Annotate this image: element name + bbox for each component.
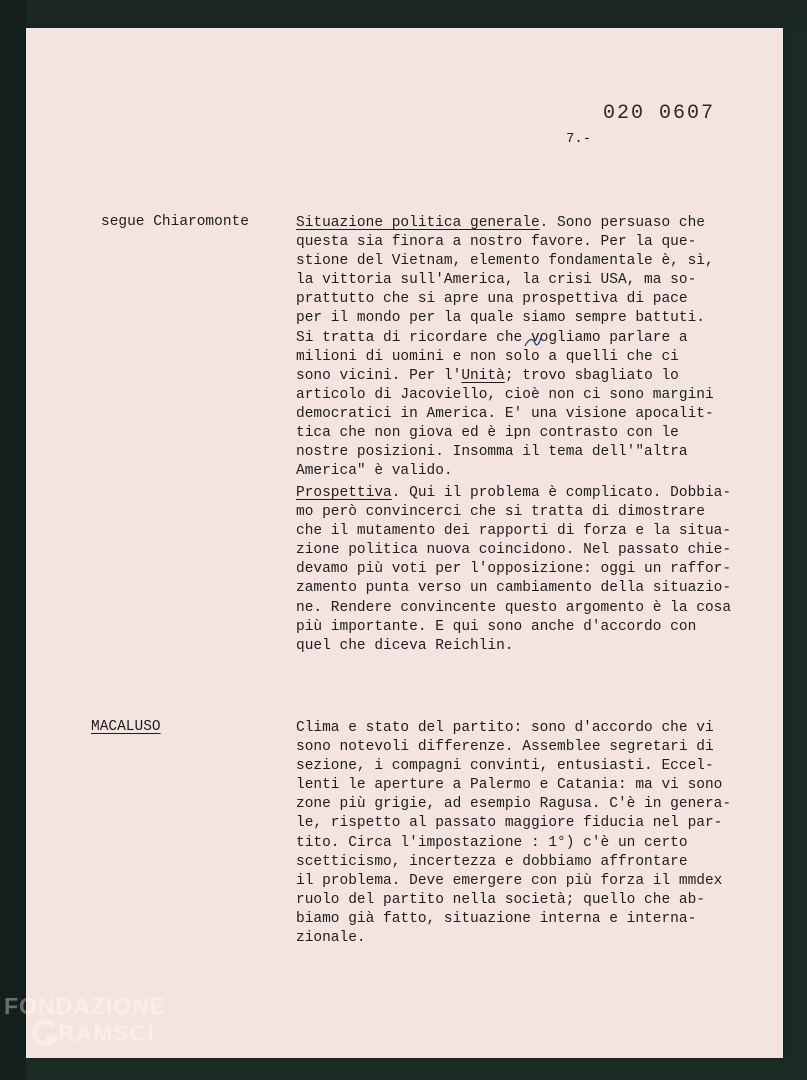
speaker-chiaromonte: segue Chiaromonte — [101, 214, 249, 230]
text-line: Prospettiva. Qui il problema è complicato. Dobbia- — [296, 485, 732, 501]
watermark-fondazione: FONDAZIONE — [4, 993, 167, 1019]
paragraph-clima — [296, 719, 766, 948]
text-line: zamento punta verso un cambiamento della situazio- — [296, 580, 732, 597]
text-line: Clima e stato del partito: sono d'accordo che vi — [296, 720, 714, 736]
text-line: stione del Vietnam, elemento fondamentale è, sì, — [296, 253, 714, 270]
speaker-macaluso: MACALUSO — [91, 719, 161, 735]
text-line: sono notevoli differenze. Assemblee segretari di — [296, 739, 714, 756]
scan-background-top — [0, 0, 807, 26]
watermark-gramsci: RAMSCI — [58, 1020, 155, 1046]
text-line: biamo già fatto, situazione interna e interna- — [296, 910, 697, 927]
text-line: tito. Circa l'impostazione : 1°) c'è un certo — [296, 834, 688, 851]
text-line: scetticismo, incertezza e dobbiamo affrontare — [296, 853, 688, 870]
text-line: tica che non giova ed è ipn contrasto con le — [296, 425, 679, 442]
text-line: ne. Rendere convincente questo argomento è la cosa — [296, 599, 732, 616]
text-line: il problema. Deve emergere con più forza il mmdex — [296, 872, 723, 889]
text-line: prattutto che si apre una prospettiva di pace — [296, 291, 688, 308]
text-line: zionale. — [296, 930, 366, 947]
text-line: lenti le aperture a Palermo e Catania: ma vi sono — [296, 777, 723, 794]
text-line: devamo più voti per l'opposizione: oggi un raffor- — [296, 561, 732, 578]
text-line: mo però convincerci che si tratta di dimostrare — [296, 504, 705, 521]
scan-background-left — [0, 0, 26, 1080]
text-line: più importante. E qui sono anche d'accordo con — [296, 618, 697, 635]
gramsci-g-logo-icon — [30, 1018, 60, 1048]
text-line: nostre posizioni. Insomma il tema dell'"altra — [296, 444, 688, 461]
text-line: la vittoria sull'America, la crisi USA, ma so- — [296, 272, 697, 289]
text-line: sono vicini. Per l'Unità; trovo sbagliato lo — [296, 367, 679, 384]
text-line: per il mondo per la quale siamo sempre battuti. — [296, 310, 705, 327]
text-line: democratici in America. E' una visione apocalit- — [296, 405, 714, 422]
text-line: che il mutamento dei rapporti di forza e la situa- — [296, 523, 732, 540]
text-line: sezione, i compagni convinti, entusiasti. Eccel- — [296, 758, 714, 775]
text-line: milioni di uomini e non solo a quelli che ci — [296, 348, 679, 365]
underlined-unita: Unità — [461, 367, 505, 384]
text-line: questa sia finora a nostro favore. Per la que- — [296, 234, 697, 251]
heading-situazione: Situazione politica generale — [296, 215, 540, 231]
text-line: Situazione politica generale. Sono persuaso che — [296, 215, 705, 231]
text-line: ruolo del partito nella società; quello che ab- — [296, 891, 705, 908]
heading-prospettiva: Prospettiva — [296, 485, 392, 501]
text-line: America" è valido. — [296, 463, 453, 480]
text-line: le, rispetto al passato maggiore fiducia nel par- — [296, 815, 723, 832]
text-line: articolo di Jacoviello, cioè non ci sono margini — [296, 386, 714, 403]
handwritten-correction-mark — [523, 334, 543, 352]
paragraph-prospettiva — [296, 484, 766, 656]
page-number: 7.- — [566, 131, 592, 147]
document-page — [26, 28, 783, 1058]
document-number: 020 0607 — [603, 102, 716, 125]
text-line: zione politica nuova coincidono. Nel passato chie- — [296, 542, 732, 559]
text-line: quel che diceva Reichlin. — [296, 637, 514, 654]
text-line: Si tratta di ricordare che vogliamo parlare a — [296, 329, 688, 346]
text-line: zone più grigie, ad esempio Ragusa. C'è in genera- — [296, 796, 732, 813]
